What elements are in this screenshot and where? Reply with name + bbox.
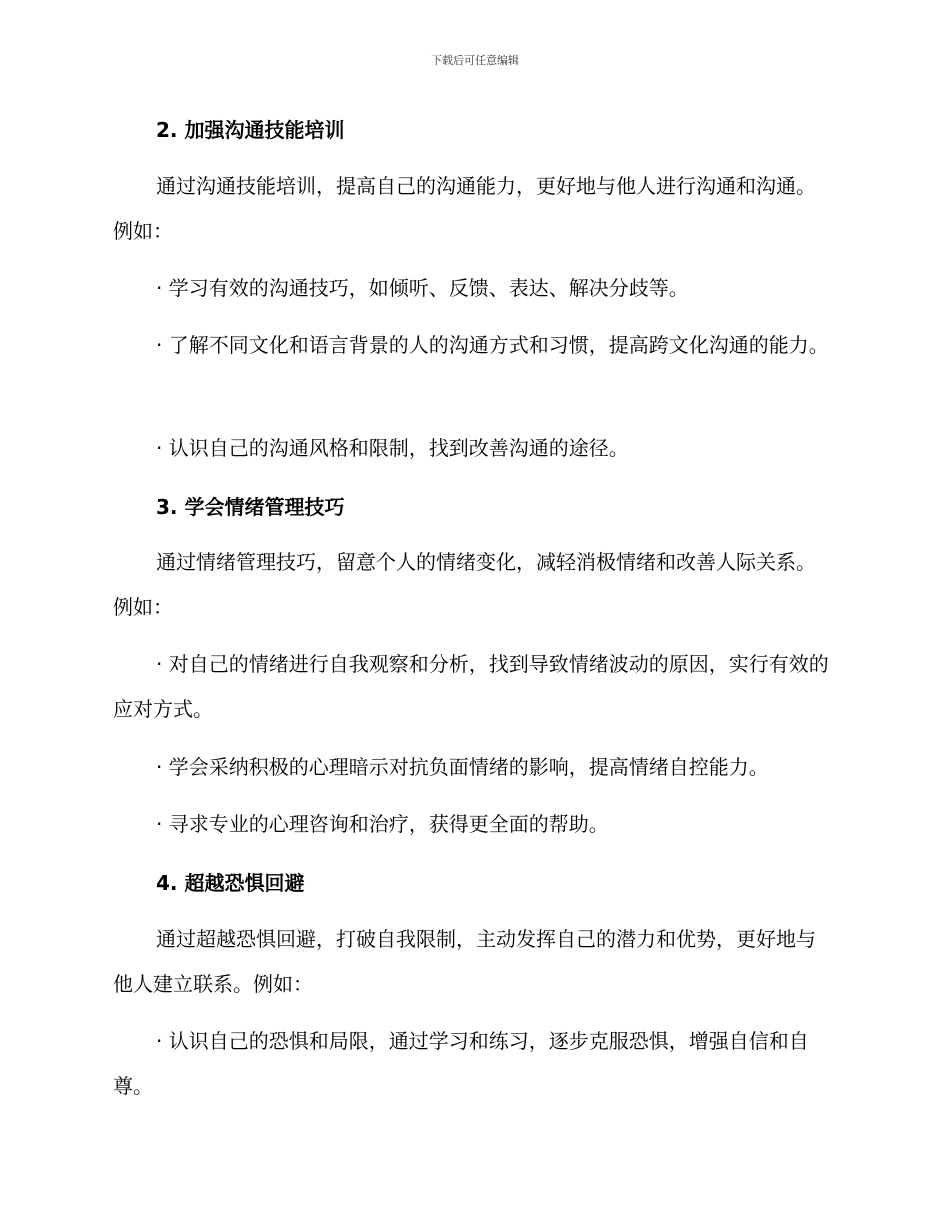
- bullet-item: · 学习有效的沟通技巧，如倾听、反馈、表达、解决分歧等。: [156, 276, 689, 300]
- section-intro-paragraph: 通过超越恐惧回避，打破自我限制，主动发挥自己的潜力和优势，更好地与他人建立联系。例如：: [113, 927, 816, 996]
- section-intro-paragraph: 通过沟通技能培训，提高自己的沟通能力，更好地与他人进行沟通和沟通。例如：: [113, 174, 816, 243]
- section-heading: 3. 学会情绪管理技巧: [156, 495, 345, 519]
- page-header-note: 下载后可任意编辑: [431, 54, 519, 67]
- section-intro-paragraph: 通过情绪管理技巧，留意个人的情绪变化，减轻消极情绪和改善人际关系。例如：: [113, 550, 816, 619]
- bullet-item: · 了解不同文化和语言背景的人的沟通方式和习惯，提高跨文化沟通的能力。: [156, 333, 829, 357]
- section-heading: 4. 超越恐惧回避: [156, 871, 305, 895]
- bullet-item: · 学会采纳积极的心理暗示对抗负面情绪的影响，提高情绪自控能力。: [156, 755, 769, 779]
- bullet-item: · 寻求专业的心理咨询和治疗，获得更全面的帮助。: [156, 812, 609, 836]
- bullet-item: · 认识自己的恐惧和局限，通过学习和练习，逐步克服恐惧，增强自信和自尊。: [113, 1029, 809, 1098]
- bullet-item: · 对自己的情绪进行自我观察和分析，找到导致情绪波动的原因，实行有效的应对方式。: [113, 652, 829, 721]
- bullet-item: · 认识自己的沟通风格和限制，找到改善沟通的途径。: [156, 436, 629, 460]
- section-heading: 2. 加强沟通技能培训: [156, 118, 345, 142]
